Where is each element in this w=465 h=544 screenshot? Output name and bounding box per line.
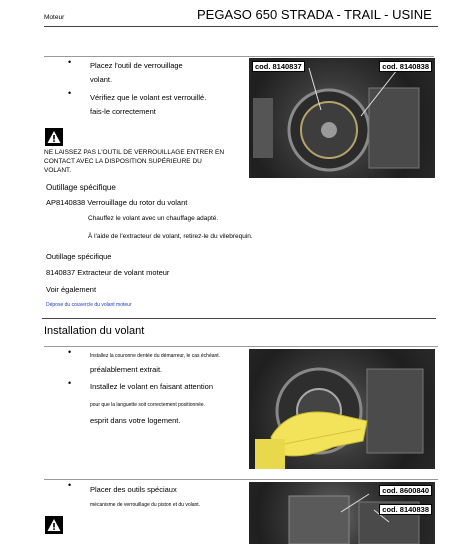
bullet: •	[68, 57, 72, 67]
step-text: Placez l'outil de verrouillage	[90, 61, 183, 70]
flywheel-install-illustration	[249, 349, 435, 469]
tools-heading: Outillage spécifique	[46, 252, 112, 261]
step-text: mécanisme de verrouillage du piston et du volant.	[90, 502, 201, 508]
step-text: Chauffez le volant avec un chauffage adapté.	[88, 215, 219, 222]
step-text: pour que la languette soit correctement positionnée.	[90, 402, 206, 408]
warning-icon	[45, 516, 63, 534]
tools-heading: Outillage spécifique	[46, 183, 116, 192]
see-also-label: Voir également	[46, 285, 97, 294]
warning-text: NE LAISSEZ PAS L'OUTIL DE VERROUILLAGE ENTRER EN	[44, 149, 225, 156]
page-title: PEGASO 650 STRADA - TRAIL - USINE	[197, 7, 432, 22]
tool-code-label: cod. 8140838	[379, 61, 432, 72]
tools-photo	[249, 482, 435, 544]
warning-icon	[45, 128, 63, 146]
tool-code-label: cod. 8140837	[252, 61, 305, 72]
divider	[44, 56, 434, 57]
step-text: Installez le volant en faisant attention	[90, 382, 213, 391]
bullet: •	[68, 88, 72, 98]
step-text: fais-le correctement	[90, 107, 156, 116]
warning-text: VOLANT.	[44, 167, 72, 174]
flywheel-illustration	[249, 58, 435, 178]
divider	[44, 346, 438, 347]
section-divider	[42, 318, 436, 319]
section-title: Installation du volant	[44, 325, 145, 337]
engine-photo	[249, 58, 435, 178]
bullet: •	[68, 480, 72, 490]
step-text: À l'aide de l'extracteur de volant, retirez-le du vilebrequin.	[88, 233, 253, 240]
bullet: •	[68, 378, 72, 388]
step-text: Placer des outils spéciaux	[90, 485, 177, 494]
divider	[44, 479, 438, 480]
tool-item: AP8140838 Verrouillage du rotor du volant	[46, 198, 188, 207]
step-text: esprit dans votre logement.	[90, 416, 181, 425]
tool-code-label: cod. 8600840	[379, 485, 432, 496]
bullet: •	[68, 347, 72, 357]
step-text: Vérifiez que le volant est verrouillé.	[90, 93, 207, 102]
step-text: préalablement extrait.	[90, 365, 163, 374]
step-text: Installez la couronne dentée du démarreur, le cas échéant.	[90, 353, 221, 359]
see-also-link[interactable]: Dépose du couvercle du volant moteur	[46, 302, 132, 308]
tool-item: 8140837 Extracteur de volant moteur	[46, 268, 170, 277]
step-text: volant.	[90, 75, 113, 84]
header-section: Moteur	[44, 14, 65, 21]
header-divider	[44, 26, 438, 27]
tool-code-label: cod. 8140838	[379, 504, 432, 515]
warning-text: CONTACT AVEC LA DISPOSITION SUPÉRIEURE DU	[44, 158, 202, 165]
installation-photo	[249, 349, 435, 469]
